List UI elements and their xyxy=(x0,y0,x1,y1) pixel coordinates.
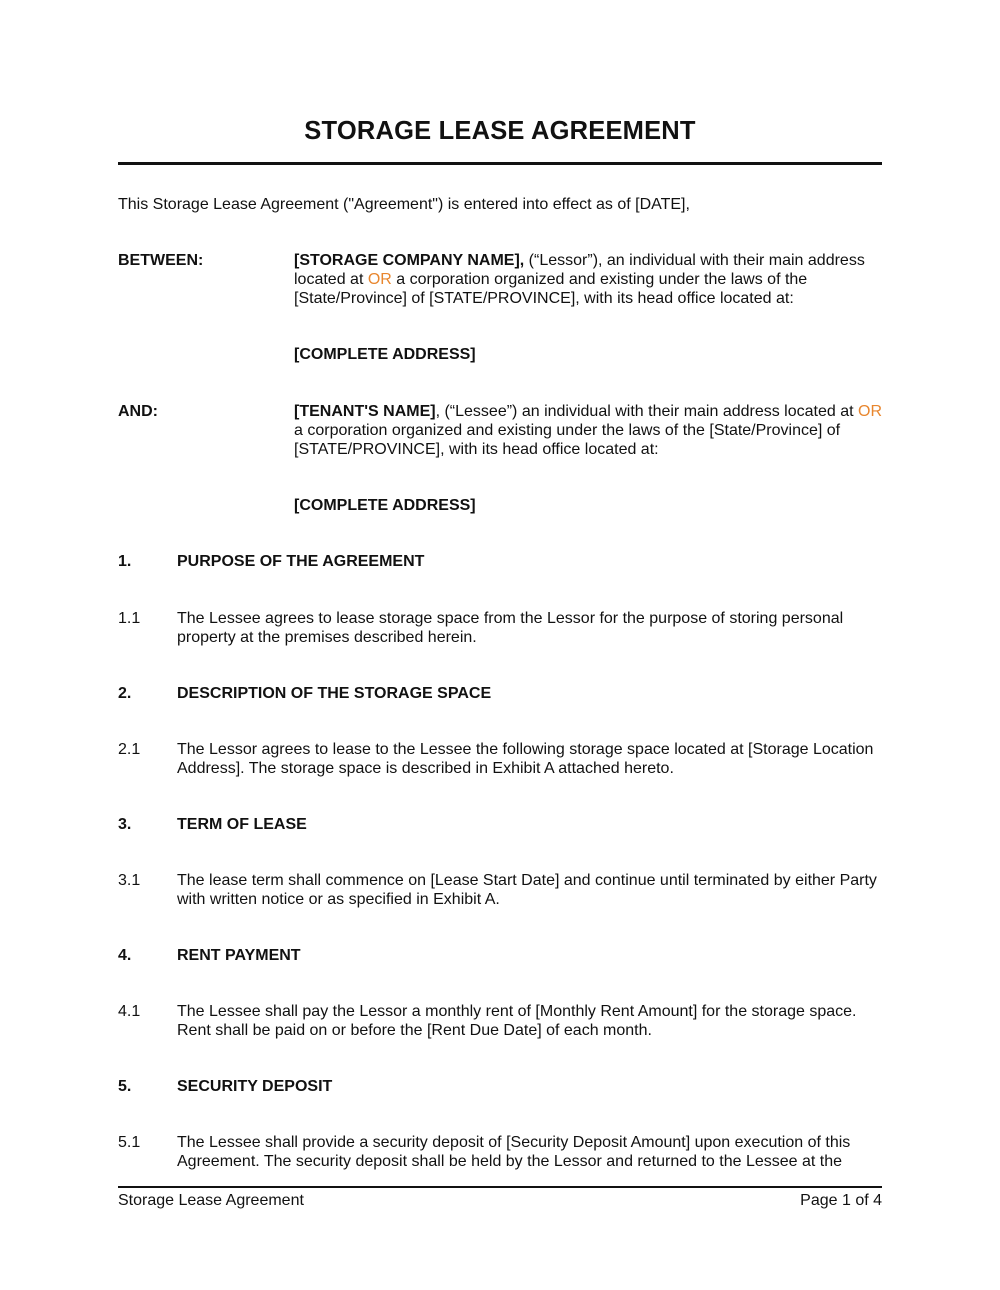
party-label-and: AND: xyxy=(118,403,158,420)
section-number: 3. xyxy=(118,816,132,833)
section-number: 5. xyxy=(118,1078,132,1095)
clause-text: The Lessee agrees to lease storage space from the Lessor for the purpose of storing personal property at the premises described herein. xyxy=(177,610,844,646)
clause-number: 4.1 xyxy=(118,1003,141,1020)
section-number: 2. xyxy=(118,685,132,702)
lessor-text-a: (“Lessor”), an individual with their main address located at xyxy=(294,252,865,288)
section-title: SECURITY DEPOSIT xyxy=(177,1078,333,1095)
section-title: DESCRIPTION OF THE STORAGE SPACE xyxy=(177,685,492,702)
clause-number: 5.1 xyxy=(118,1134,141,1151)
section-title: PURPOSE OF THE AGREEMENT xyxy=(177,553,425,570)
clause-number: 3.1 xyxy=(118,872,141,889)
section-number: 4. xyxy=(118,947,132,964)
clause-text: The Lessor agrees to lease to the Lessee the following storage space located at [Storage Location Address]. The storage space is described in Exhibit A attached hereto. xyxy=(177,741,874,777)
document-title: STORAGE LEASE AGREEMENT xyxy=(304,117,696,145)
lessor-or-option: OR xyxy=(367,271,392,288)
footer-divider xyxy=(118,1186,882,1188)
section-number: 1. xyxy=(118,553,132,570)
lessor-text-b: a corporation organized and existing under the laws of the [State/Province] of [STATE/PROVINCE], with its head office located at: xyxy=(294,271,808,307)
footer-page-number: Page 1 of 4 xyxy=(800,1192,882,1209)
intro-paragraph: This Storage Lease Agreement ("Agreement") is entered into effect as of [DATE], xyxy=(118,196,690,213)
lessor-name: [STORAGE COMPANY NAME], xyxy=(294,252,525,269)
lessee-text-a: , (“Lessee”) an individual with their main address located at xyxy=(435,403,859,420)
section-title: RENT PAYMENT xyxy=(177,947,301,964)
party-label-between: BETWEEN: xyxy=(118,252,204,269)
title-divider xyxy=(118,162,882,165)
footer-document-name: Storage Lease Agreement xyxy=(118,1192,304,1209)
section-title: TERM OF LEASE xyxy=(177,816,307,833)
clause-number: 2.1 xyxy=(118,741,141,758)
lessor-address: [COMPLETE ADDRESS] xyxy=(294,346,476,363)
clause-number: 1.1 xyxy=(118,610,141,627)
clause-text: The lease term shall commence on [Lease Start Date] and continue until terminated by either Party with written notice or as specified in Exhibit A. xyxy=(177,872,877,908)
party-lessor-description xyxy=(294,251,884,308)
party-lessee-description xyxy=(294,402,884,459)
lessee-or-option: OR xyxy=(858,403,883,420)
lessee-address: [COMPLETE ADDRESS] xyxy=(294,497,476,514)
lessee-text-b: a corporation organized and existing under the laws of the [State/Province] of [STATE/PROVINCE], with its head office located at: xyxy=(294,422,841,458)
clause-text: The Lessee shall pay the Lessor a monthly rent of [Monthly Rent Amount] for the storage space. Rent shall be paid on or before the [Rent Due Date] of each month. xyxy=(177,1003,857,1039)
clause-text: The Lessee shall provide a security deposit of [Security Deposit Amount] upon execution of this Agreement. The security deposit shall be held by the Lessor and returned to the Lessee at the xyxy=(177,1134,851,1170)
lessee-name: [TENANT'S NAME] xyxy=(294,403,436,420)
